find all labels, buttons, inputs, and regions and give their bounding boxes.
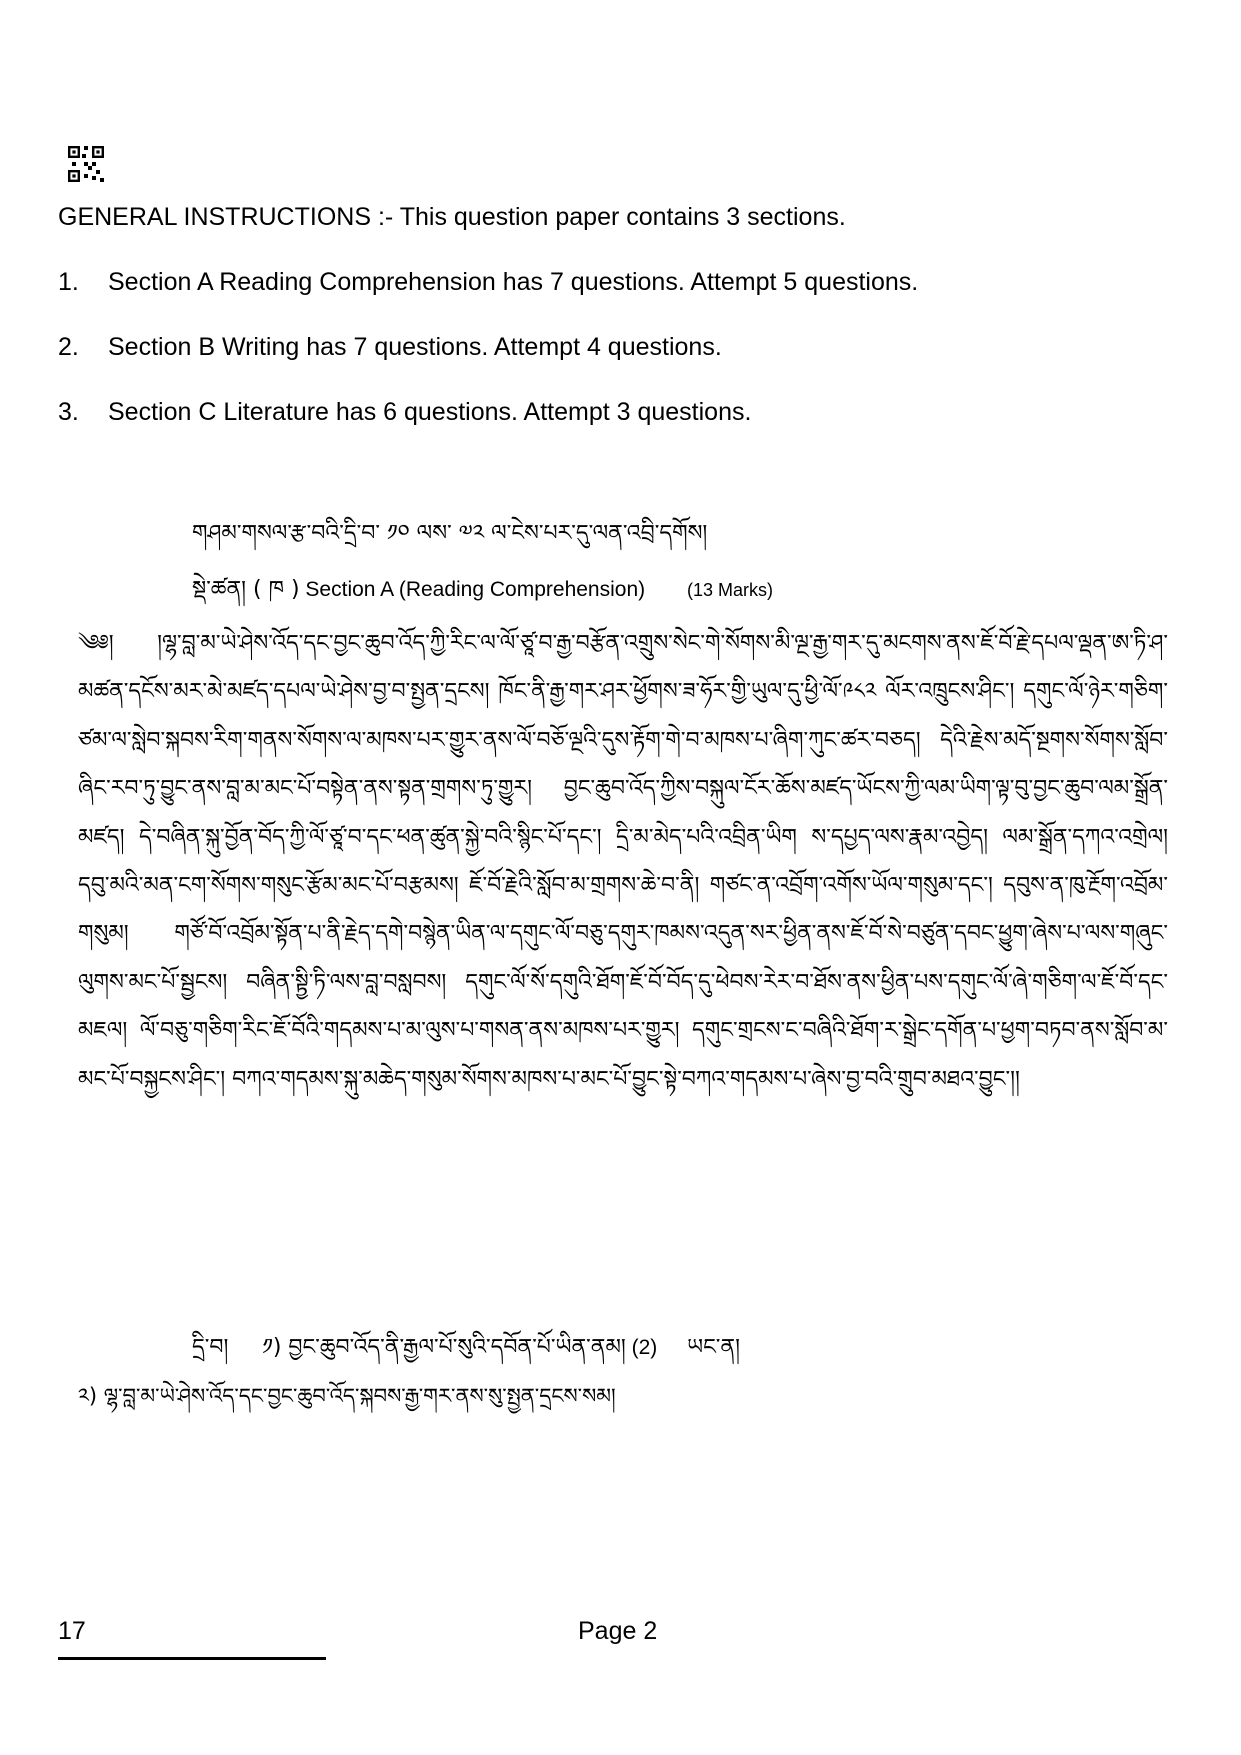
question-marks: (2): [631, 1336, 658, 1359]
section-prefix: སྡེ་ཚན། ( ཁ ): [192, 577, 300, 602]
qr-code-icon: [68, 146, 104, 182]
tibetan-instruction: གཤམ་གསལ་རྩ་བའི་དྲི་བ་ ༡༠ ལས་ ༧༢ ལ་ངེས་པར་དུ་ལན་འབྲི་དགོས།: [192, 521, 708, 546]
question-prefix: དྲི་བ།: [192, 1335, 229, 1360]
answer-label: ཡང་ན།: [687, 1335, 740, 1360]
instruction-item: [58, 268, 918, 297]
question-two: ༢) ལྷ་བླ་མ་ཡེ་ཤེས་འོད་དང་བྱང་ཆུབ་འོད་སྐབས་རྒྱ་གར་ནས་སུ་སྤྱན་དྲངས་སམ།: [78, 1384, 616, 1408]
instruction-number: 1.: [58, 268, 79, 296]
instruction-text: Section A Reading Comprehension has 7 questions. Attempt 5 questions.: [108, 268, 919, 296]
footer-divider: [58, 1657, 326, 1660]
section-marks: (13 Marks): [686, 580, 773, 600]
instruction-text: Section B Writing has 7 questions. Attempt 4 questions.: [108, 333, 722, 361]
instruction-number: 3.: [58, 398, 79, 426]
paper-code: 17: [58, 1617, 86, 1645]
instruction-text: Section C Literature has 6 questions. Attempt 3 questions.: [108, 398, 752, 426]
instruction-item: [58, 333, 722, 362]
page-number: Page 2: [578, 1617, 658, 1645]
reading-passage: ༄༅། །ལྷ་བླ་མ་ཡེ་ཤེས་འོད་དང་བྱང་ཆུབ་འོད་ཀྱི་རིང་ལ་ལོ་ཙཱ་བ་རྒྱ་བརྩོན་འགྲུས་སེང་གེ་སོགས་མི་ལྔ་རྒྱ་གར་དུ་མངགས་ནས་ཇོ་བོ་རྗེ་དཔལ་ལྡན་ཨ་ཏི་ཤ་མཚན་དངོས་མར་མེ་མཛད་དཔལ་ཡེ་ཤེས་བྱ་བ་སྤྱན་དྲངས། ཁོང་ནི་རྒྱ་གར་ཤར་ཕྱོགས་ཟ་ཧོར་གྱི་ཡུལ་དུ་ཕྱི་ལོ་༩༨༢ ལོར་འཁྲུངས་ཤིང་། དགུང་ལོ་ཉེར་གཅིག་ཙམ་ལ་སླེབ་སྐབས་རིག་གནས་སོགས་ལ་མཁས་པར་གྱུར་ནས་ལོ་བཅོ་ལྔའི་དུས་རྟོག་གེ་བ་མཁས་པ་ཞིག་ཀུང་ཚར་བཅད། དེའི་རྗེས་མདོ་སྔགས་སོགས་སློབ་ཞིང་རབ་ཏུ་བྱུང་ནས་བླ་མ་མང་པོ་བསྟེན་ནས་སྟན་གྲགས་ཏུ་གྱུར། བྱང་ཆུབ་འོད་ཀྱིས་བསྐུལ་ངོར་ཆོས་མཛད་ཡོངས་ཀྱི་ལམ་ཡིག་ལྟ་བུ་བྱང་ཆུབ་ལམ་སྒྲོན་མཛད། དེ་བཞིན་སྐུ་བྱོན་བོད་ཀྱི་ལོ་ཙཱ་བ་དང་ཕན་ཚུན་སྐྱེ་བའི་སྙིང་པོ་དང་། དྲི་མ་མེད་པའི་འབྲིན་ཡིག ས་དཔྱད་ལས་རྣམ་འབྱེད། ལམ་སྒྲོན་དཀའ་འགྲེལ། དབུ་མའི་མན་ངག་སོགས་གསུང་རྩོམ་མང་པོ་བརྩམས། ཇོ་བོ་རྗེའི་སློབ་མ་གྲགས་ཆེ་བ་ནི། གཙང་ན་འབྲོག་འགོས་ཡོལ་གསུམ་དང་། དབུས་ན་ཁུ་རྔོག་འབྲོམ་གསུམ། གཙོ་བོ་འབྲོམ་སྟོན་པ་ནི་རྗེད་དགེ་བསྙེན་ཡིན་ལ་དགུང་ལོ་བཅུ་དགུར་ཁམས་འདུན་སར་ཕྱིན་ནས་ཇོ་བོ་སེ་བཙུན་དབང་ཕྱུག་ཞེས་པ་ལས་གཞུང་ལུགས་མང་པོ་སྦྱངས། བཞིན་སྟྱི་ཏི་ལས་བླ་བསླབས། དགུང་ལོ་སོ་དགུའི་ཐོག་ཇོ་བོ་བོད་དུ་ཕེབས་རེར་བ་ཐོས་ནས་ཕྱིན་པས་དགུང་ལོ་ཞེ་གཅིག་ལ་ཇོ་བོ་དང་མཇལ། ལོ་བཅུ་གཅིག་རིང་ཇོ་བོའི་གདམས་པ་མ་ལུས་པ་གསན་ནས་མཁས་པར་གྱུར། དགུང་གྲངས་ང་བཞིའི་ཐོག་ར་སྒྲེང་དགོན་པ་ཕྱག་བཏབ་ནས་སློབ་མ་མང་པོ་བསྐྱངས་ཤིང་། བཀའ་གདམས་སྐུ་མཆེད་གསུམ་སོགས་མཁས་པ་མང་པོ་བྱུང་སྟེ་བཀའ་གདམས་པ་ཞེས་བྱ་བའི་གྲུབ་མཐའ་བྱུང་།།: [78, 631, 1168, 1092]
instruction-number: 2.: [58, 333, 79, 361]
section-header: [192, 564, 773, 626]
question-text: ༡) བྱང་ཆུབ་འོད་ནི་རྒྱལ་པོ་སུའི་དབོན་པོ་ཡིན་ནམ།: [262, 1335, 626, 1360]
section-title: Section A (Reading Comprehension): [305, 578, 646, 601]
instruction-item: [58, 398, 751, 427]
general-instructions: GENERAL INSTRUCTIONS :- This question paper contains 3 sections.: [58, 203, 846, 231]
